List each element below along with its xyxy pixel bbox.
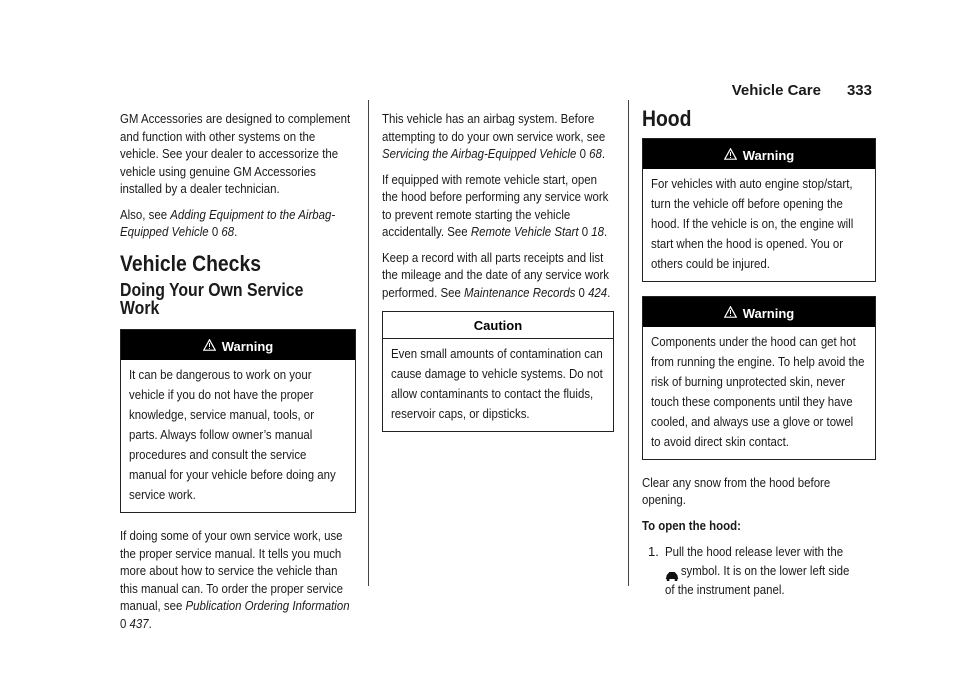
car-hood-icon	[665, 567, 679, 577]
cross-reference-link[interactable]: Publication Ordering Information	[185, 598, 350, 613]
page-ref[interactable]: 68	[221, 224, 235, 239]
paragraph: This vehicle has an airbag system. Before attempting to do your own service work, see Servicing the Airbag-Equipped Vehicle 0 68.	[382, 111, 606, 161]
caution-text: Even small amounts of contamination can cause damage to vehicle systems. Do not allow contaminants to contact the fluids, reservoir caps, or dipsticks.	[391, 346, 603, 421]
text: Keep a record with all parts receipts and list the mileage and the date of any service work performed. See	[382, 249, 610, 300]
warning-text: For vehicles with auto engine stop/start, turn the vehicle off before opening the hood. If the vehicle is on, the engine will start when the hood is opened. You or others could be injured.	[651, 175, 854, 271]
warning-header	[121, 330, 355, 360]
warning-title: Warning	[221, 339, 274, 354]
caution-header: Caution	[383, 312, 613, 339]
cross-reference-link[interactable]: Adding Equipment to the Airbag-Equipped Vehicle	[120, 206, 336, 239]
warning-body	[121, 360, 355, 512]
warning-text: Components under the hood can get hot from running the engine. To help avoid the risk of burning unprotected skin, never touch these components until they have cooled, and always use a glove or towel to avoid direct skin contact.	[651, 333, 865, 449]
step-number: 1.	[648, 544, 659, 559]
procedure-heading: To open the hood:	[642, 517, 741, 533]
ref-arrow: 0	[211, 224, 219, 239]
cross-reference-link[interactable]: Maintenance Records	[464, 284, 576, 300]
ref-arrow: 0	[120, 615, 127, 631]
page-number: 333	[846, 82, 872, 99]
warning-box	[642, 138, 876, 282]
step-item	[642, 542, 876, 599]
cross-reference-link[interactable]: Servicing the Airbag-Equipped Vehicle	[382, 146, 577, 161]
page-ref[interactable]: 437	[129, 615, 149, 631]
paragraph: If doing some of your own service work, use the proper service manual. It tells you much more about how to service the vehicle than this manual can. To order the proper service manual, see Publication Ordering Information 0 437.	[120, 528, 350, 631]
warning-body	[643, 169, 875, 281]
caution-box	[382, 311, 614, 432]
cross-reference-link[interactable]: Remote Vehicle Start	[470, 224, 579, 239]
ref-arrow: 0	[578, 284, 585, 300]
page-ref[interactable]: 18	[591, 224, 604, 239]
warning-triangle-icon	[724, 139, 737, 171]
warning-triangle-icon	[724, 297, 737, 329]
page-ref[interactable]: 424	[588, 284, 608, 300]
text: symbol. It is on the lower left side of the instrument panel.	[664, 563, 850, 597]
caution-body	[383, 339, 613, 431]
step-text	[665, 542, 851, 599]
warning-box	[120, 329, 356, 513]
section-title: Vehicle Care	[731, 82, 821, 99]
ref-arrow: 0	[579, 146, 586, 161]
column-1	[120, 110, 356, 640]
column-divider	[628, 100, 629, 586]
warning-title: Warning	[742, 305, 795, 321]
text: If equipped with remote vehicle start, open the hood before performing any service work to prevent remote starting the vehicle accidentally. See	[382, 171, 609, 239]
ref-arrow: 0	[581, 224, 589, 239]
paragraph: Keep a record with all parts receipts and list the mileage and the date of any service work performed. See Maintenance Records 0 424.	[382, 249, 611, 300]
subsection-heading: Doing Your Own Service Work	[120, 280, 304, 318]
text: Also, see	[120, 206, 171, 222]
column-2	[382, 110, 614, 446]
paragraph: GM Accessories are designed to complement and function with other systems on the vehicle. See your dealer to accessorize the vehicle using genuine GM Accessories installed by a dealer technician.	[120, 111, 351, 196]
text: This vehicle has an airbag system. Before attempting to do your own service work, see	[382, 111, 606, 144]
warning-title: Warning	[742, 147, 795, 163]
paragraph: If equipped with remote vehicle start, open the hood before performing any service work to prevent remote starting the vehicle accidentally. See Remote Vehicle Start 0 18.	[382, 171, 609, 239]
warning-header	[643, 139, 875, 169]
section-heading: Vehicle Checks	[120, 250, 261, 276]
warning-triangle-icon	[203, 330, 216, 362]
page-ref[interactable]: 68	[589, 146, 602, 161]
column-divider	[368, 100, 369, 586]
warning-text: It can be dangerous to work on your vehicle if you do not have the proper knowledge, service manual, tools, or parts. Always follow owner’s manual procedures and consult the service manual for your vehicle before doing any service work.	[129, 367, 336, 502]
text: Pull the hood release lever with the	[664, 544, 843, 559]
text: If doing some of your own service work, use the proper service manual. It tells you much more about how to service the vehicle than this manual can. To order the proper service manual, see	[120, 528, 343, 613]
column-3	[642, 106, 876, 599]
page-header	[732, 82, 872, 99]
warning-box	[642, 296, 876, 460]
section-heading: Hood	[642, 106, 692, 131]
paragraph: Also, see Adding Equipment to the Airbag-Equipped Vehicle 0 68.	[120, 206, 336, 239]
warning-body	[643, 327, 875, 459]
paragraph: Clear any snow from the hood before opening.	[642, 474, 831, 507]
warning-header	[643, 297, 875, 327]
